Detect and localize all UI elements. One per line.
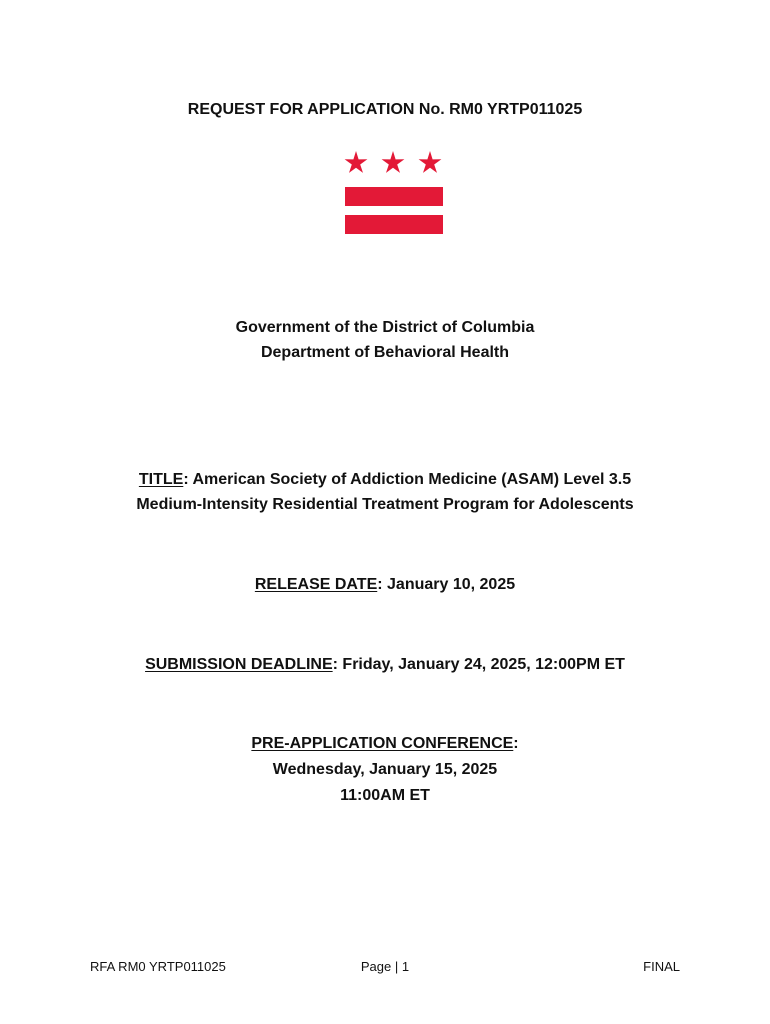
conference-time: 11:00AM ET — [340, 787, 430, 804]
submission-deadline-label: SUBMISSION DEADLINE — [145, 656, 333, 673]
agency-line-1: Government of the District of Columbia — [235, 319, 535, 336]
title-label: TITLE — [138, 471, 184, 488]
pre-application-conference — [0, 733, 770, 755]
release-date-value: : January 10, 2025 — [377, 576, 516, 593]
title-text-1: : American Society of Addiction Medicine (ASAM) Level 3.5 — [183, 471, 632, 488]
submission-deadline — [0, 654, 770, 676]
conference-colon: : — [513, 735, 519, 752]
conference-date: Wednesday, January 15, 2025 — [272, 761, 498, 778]
flag-star — [382, 151, 405, 173]
release-date — [0, 574, 770, 596]
release-date-label: RELEASE DATE — [254, 576, 378, 593]
flag-star — [419, 151, 442, 173]
dc-flag-logo — [344, 147, 444, 237]
title-line-2: Medium-Intensity Residential Treatment Program for Adolescents — [136, 496, 634, 513]
rfa-title: REQUEST FOR APPLICATION No. RM0 YRTP011025 — [187, 101, 583, 118]
flag-bar — [345, 215, 443, 234]
conference-label: PRE-APPLICATION CONFERENCE — [251, 735, 514, 752]
title-line-1 — [0, 469, 770, 491]
footer-status: FINAL — [643, 959, 680, 974]
footer-page-number: Page | 1 — [360, 959, 410, 974]
footer-rfa-number: RFA RM0 YRTP011025 — [90, 959, 226, 974]
flag-bar — [345, 187, 443, 206]
agency-line-2: Department of Behavioral Health — [260, 344, 510, 361]
submission-deadline-value: : Friday, January 24, 2025, 12:00PM ET — [332, 656, 625, 673]
flag-star — [345, 151, 368, 173]
